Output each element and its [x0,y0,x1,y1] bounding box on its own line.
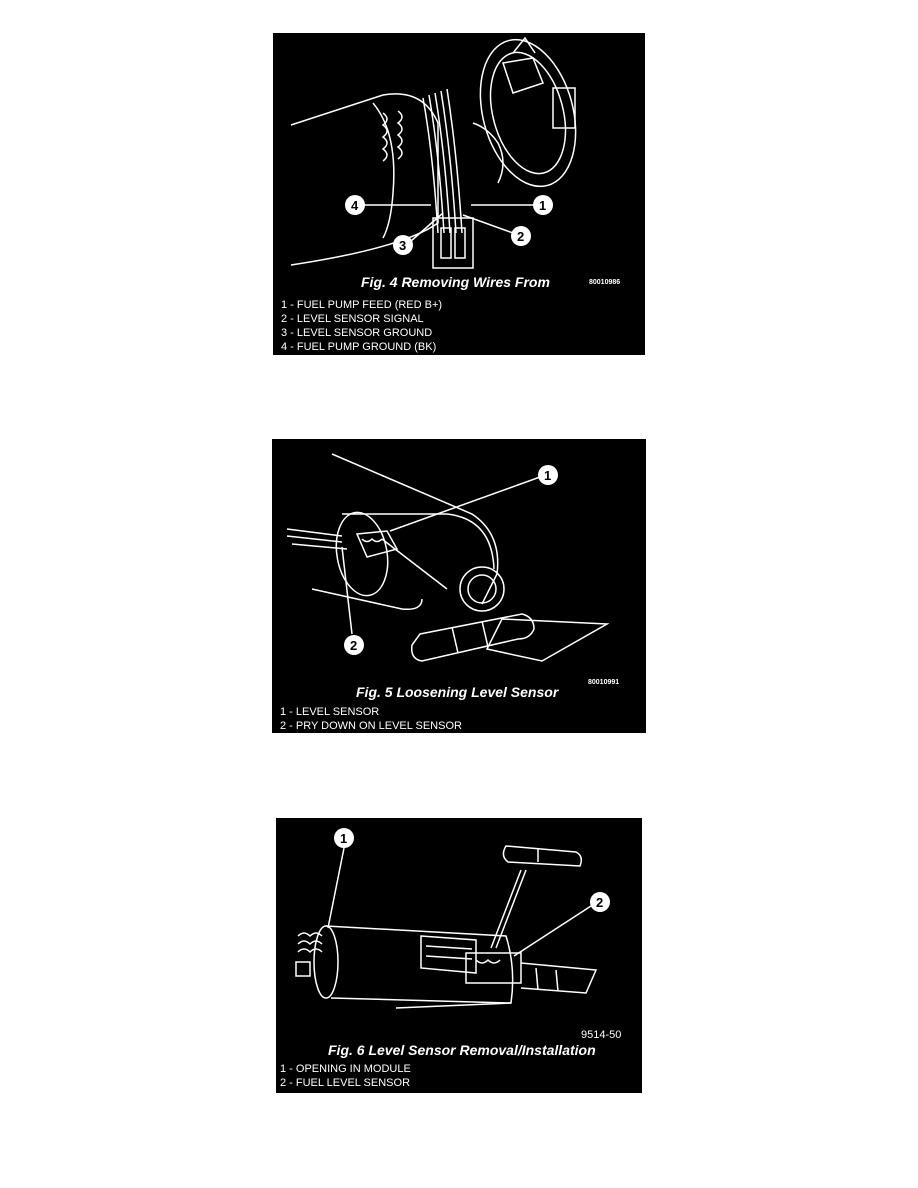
figure-4-legend-item: 2 - LEVEL SENSOR SIGNAL [281,313,424,325]
figure-4-callout-4: 4 [351,198,359,213]
figure-6 [276,818,642,1093]
figure-5-callout-2: 2 [350,638,358,653]
figure-4-legend-item: 1 - FUEL PUMP FEED (RED B+) [281,299,443,311]
figure-5-legend [280,705,462,733]
figure-5-caption: Fig. 5 Loosening Level Sensor [356,684,559,700]
figure-4-code: 80010986 [589,279,621,286]
figure-5-code: 80010991 [588,679,620,686]
figure-6-legend-item: 1 - OPENING IN MODULE [280,1063,411,1075]
figure-4-callout-3: 3 [399,238,407,253]
figure-4-callout-2: 2 [517,229,525,244]
figure-5-callout-1: 1 [544,468,552,483]
figure-4 [273,33,645,355]
figure-6-legend-item: 2 - FUEL LEVEL SENSOR [280,1077,411,1089]
figure-6-callout-1: 1 [340,831,348,846]
figure-6-caption: Fig. 6 Level Sensor Removal/Installation [328,1042,596,1058]
figure-6-code: 9514-50 [581,1029,622,1041]
figure-5 [272,439,646,733]
figure-6-legend [280,1062,411,1090]
figure-4-legend-item: 3 - LEVEL SENSOR GROUND [281,327,433,339]
figure-5-legend-item: 2 - PRY DOWN ON LEVEL SENSOR [280,720,462,732]
figure-4-caption: Fig. 4 Removing Wires From [361,274,550,290]
figure-6-callout-2: 2 [596,895,604,910]
figure-4-callout-1: 1 [539,198,547,213]
figure-5-legend-item: 1 - LEVEL SENSOR [280,706,380,718]
figure-4-legend-item: 4 - FUEL PUMP GROUND (BK) [281,341,437,353]
figure-4-legend [281,298,442,354]
